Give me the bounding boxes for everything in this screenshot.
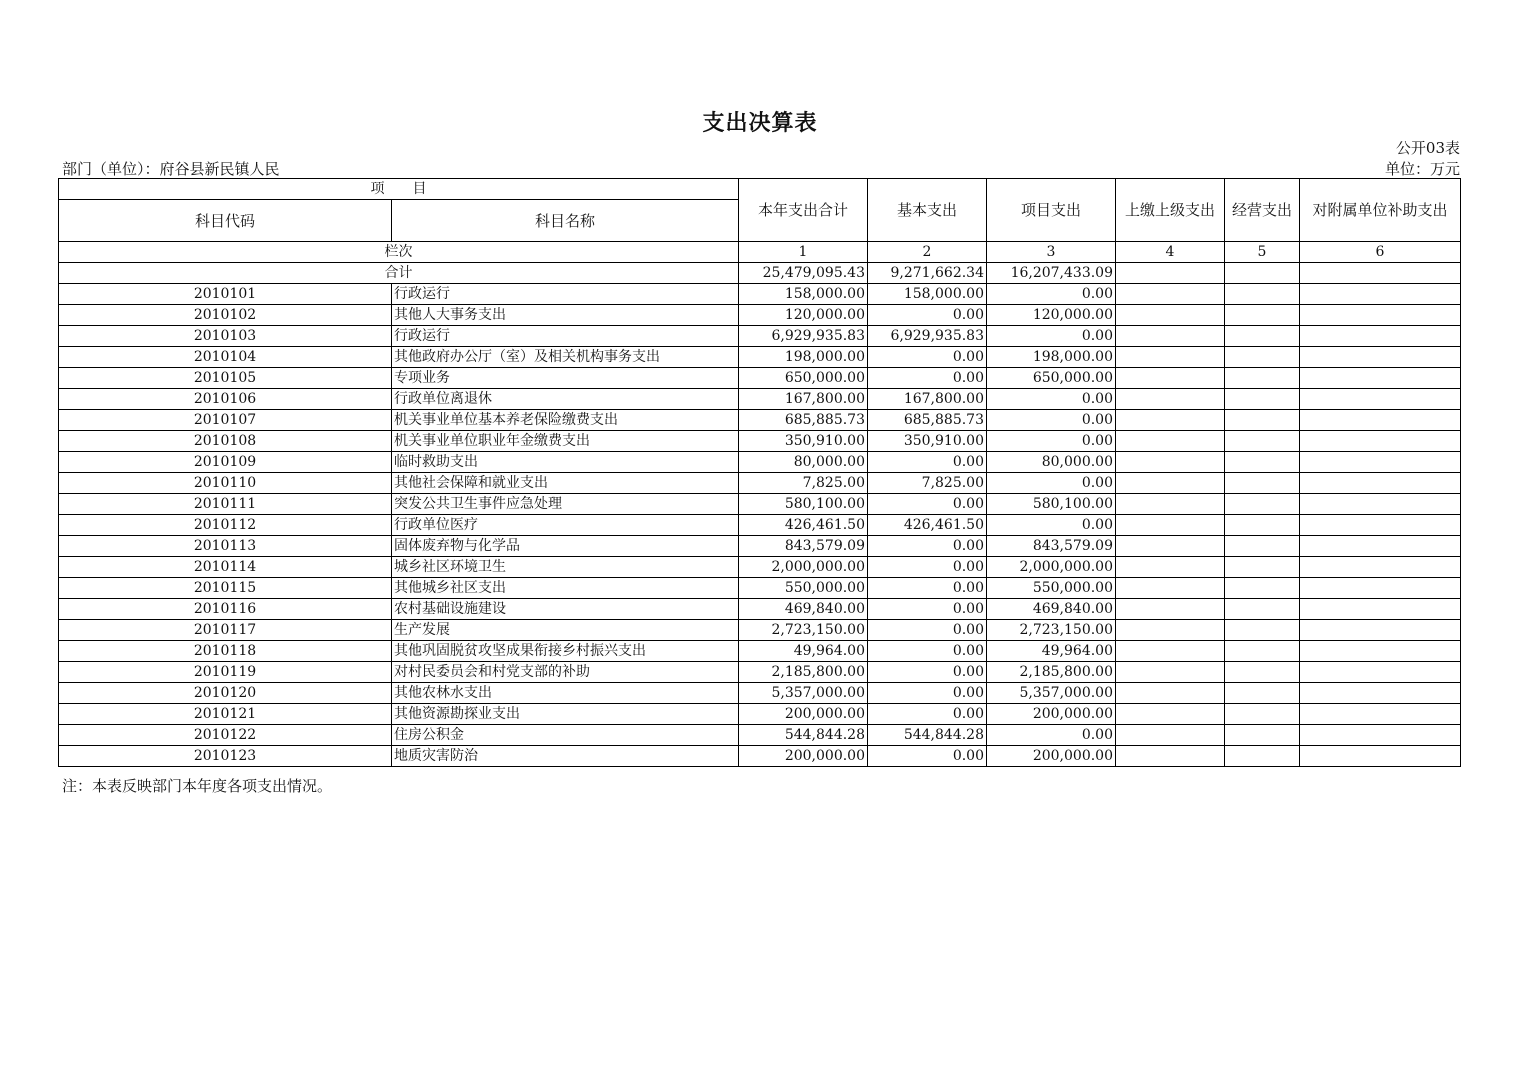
- row-upper: [1116, 599, 1225, 620]
- row-project: 120,000.00: [987, 305, 1116, 326]
- row-basic: 544,844.28: [868, 725, 987, 746]
- row-subsidy: [1300, 599, 1461, 620]
- table-row: [59, 410, 1461, 431]
- row-name: 其他资源勘探业支出: [392, 704, 739, 725]
- sum-row: [59, 263, 1461, 284]
- row-project: 198,000.00: [987, 347, 1116, 368]
- row-project: 0.00: [987, 326, 1116, 347]
- row-name: 突发公共卫生事件应急处理: [392, 494, 739, 515]
- row-basic: 7,825.00: [868, 473, 987, 494]
- row-subsidy: [1300, 557, 1461, 578]
- row-subsidy: [1300, 494, 1461, 515]
- row-project: 5,357,000.00: [987, 683, 1116, 704]
- header-row-1: [59, 179, 1461, 200]
- row-subsidy: [1300, 536, 1461, 557]
- row-total: 469,840.00: [739, 599, 868, 620]
- row-project: 200,000.00: [987, 746, 1116, 767]
- row-basic: 0.00: [868, 662, 987, 683]
- row-basic: 0.00: [868, 620, 987, 641]
- row-operation: [1225, 452, 1300, 473]
- header-project: 项 目: [59, 179, 739, 200]
- row-name: 机关事业单位职业年金缴费支出: [392, 431, 739, 452]
- row-upper: [1116, 641, 1225, 662]
- row-total: 200,000.00: [739, 746, 868, 767]
- row-code: 2010108: [59, 431, 392, 452]
- row-project: 2,000,000.00: [987, 557, 1116, 578]
- row-total: 120,000.00: [739, 305, 868, 326]
- row-subsidy: [1300, 305, 1461, 326]
- row-project: 0.00: [987, 389, 1116, 410]
- row-operation: [1225, 620, 1300, 641]
- column-index-row: [59, 242, 1461, 263]
- row-project: 80,000.00: [987, 452, 1116, 473]
- row-basic: 0.00: [868, 683, 987, 704]
- table-row: [59, 389, 1461, 410]
- row-name: 行政运行: [392, 326, 739, 347]
- report-title: 支出决算表: [702, 110, 818, 136]
- row-code: 2010110: [59, 473, 392, 494]
- row-basic: 0.00: [868, 641, 987, 662]
- row-operation: [1225, 284, 1300, 305]
- column-index-5: 5: [1225, 242, 1300, 263]
- row-upper: [1116, 284, 1225, 305]
- row-name: 住房公积金: [392, 725, 739, 746]
- row-subsidy: [1300, 725, 1461, 746]
- row-subsidy: [1300, 641, 1461, 662]
- row-project: 0.00: [987, 431, 1116, 452]
- row-code: 2010118: [59, 641, 392, 662]
- row-code: 2010107: [59, 410, 392, 431]
- row-basic: 158,000.00: [868, 284, 987, 305]
- row-project: 2,185,800.00: [987, 662, 1116, 683]
- row-name: 其他巩固脱贫攻坚成果衔接乡村振兴支出: [392, 641, 739, 662]
- column-index-6: 6: [1300, 242, 1461, 263]
- table-row: [59, 683, 1461, 704]
- row-project: 0.00: [987, 410, 1116, 431]
- row-name: 地质灾害防治: [392, 746, 739, 767]
- row-basic: 0.00: [868, 599, 987, 620]
- row-total: 158,000.00: [739, 284, 868, 305]
- department-label: 部门（单位）：府谷县新民镇人民: [62, 160, 280, 178]
- row-code: 2010106: [59, 389, 392, 410]
- row-name: 农村基础设施建设: [392, 599, 739, 620]
- sum-upper: [1116, 263, 1225, 284]
- row-total: 6,929,935.83: [739, 326, 868, 347]
- row-code: 2010113: [59, 536, 392, 557]
- row-total: 80,000.00: [739, 452, 868, 473]
- row-operation: [1225, 515, 1300, 536]
- row-upper: [1116, 557, 1225, 578]
- row-total: 544,844.28: [739, 725, 868, 746]
- row-name: 对村民委员会和村党支部的补助: [392, 662, 739, 683]
- row-operation: [1225, 599, 1300, 620]
- row-upper: [1116, 305, 1225, 326]
- row-total: 580,100.00: [739, 494, 868, 515]
- row-subsidy: [1300, 326, 1461, 347]
- row-upper: [1116, 368, 1225, 389]
- row-basic: 0.00: [868, 746, 987, 767]
- row-operation: [1225, 683, 1300, 704]
- row-project: 843,579.09: [987, 536, 1116, 557]
- table-row: [59, 431, 1461, 452]
- table-row: [59, 725, 1461, 746]
- row-total: 200,000.00: [739, 704, 868, 725]
- row-code: 2010111: [59, 494, 392, 515]
- row-upper: [1116, 452, 1225, 473]
- row-code: 2010121: [59, 704, 392, 725]
- row-upper: [1116, 704, 1225, 725]
- row-name: 行政单位离退休: [392, 389, 739, 410]
- table-row: [59, 557, 1461, 578]
- header-name: 科目名称: [392, 200, 739, 242]
- header-operation: 经营支出: [1225, 179, 1300, 242]
- row-total: 350,910.00: [739, 431, 868, 452]
- table-row: [59, 515, 1461, 536]
- row-subsidy: [1300, 284, 1461, 305]
- row-total: 167,800.00: [739, 389, 868, 410]
- table-row: [59, 599, 1461, 620]
- row-project: 0.00: [987, 284, 1116, 305]
- header-code: 科目代码: [59, 200, 392, 242]
- row-code: 2010105: [59, 368, 392, 389]
- row-basic: 685,885.73: [868, 410, 987, 431]
- row-operation: [1225, 725, 1300, 746]
- header-basic: 基本支出: [868, 179, 987, 242]
- row-subsidy: [1300, 347, 1461, 368]
- row-upper: [1116, 683, 1225, 704]
- row-code: 2010104: [59, 347, 392, 368]
- row-code: 2010116: [59, 599, 392, 620]
- row-code: 2010114: [59, 557, 392, 578]
- row-name: 机关事业单位基本养老保险缴费支出: [392, 410, 739, 431]
- row-operation: [1225, 305, 1300, 326]
- row-code: 2010109: [59, 452, 392, 473]
- row-project: 650,000.00: [987, 368, 1116, 389]
- row-name: 临时救助支出: [392, 452, 739, 473]
- row-subsidy: [1300, 704, 1461, 725]
- row-operation: [1225, 536, 1300, 557]
- row-operation: [1225, 704, 1300, 725]
- row-name: 行政单位医疗: [392, 515, 739, 536]
- table-row: [59, 641, 1461, 662]
- row-operation: [1225, 746, 1300, 767]
- row-upper: [1116, 389, 1225, 410]
- row-code: 2010120: [59, 683, 392, 704]
- column-index-1: 1: [739, 242, 868, 263]
- row-total: 2,185,800.00: [739, 662, 868, 683]
- header-upper: 上缴上级支出: [1116, 179, 1225, 242]
- row-subsidy: [1300, 389, 1461, 410]
- table-row: [59, 347, 1461, 368]
- table-row: [59, 368, 1461, 389]
- row-basic: 167,800.00: [868, 389, 987, 410]
- row-name: 行政运行: [392, 284, 739, 305]
- column-index-2: 2: [868, 242, 987, 263]
- row-operation: [1225, 389, 1300, 410]
- row-basic: 426,461.50: [868, 515, 987, 536]
- table-row: [59, 452, 1461, 473]
- table-row: [59, 326, 1461, 347]
- row-code: 2010122: [59, 725, 392, 746]
- row-subsidy: [1300, 515, 1461, 536]
- row-code: 2010115: [59, 578, 392, 599]
- column-index-3: 3: [987, 242, 1116, 263]
- table-row: [59, 305, 1461, 326]
- row-name: 其他农林水支出: [392, 683, 739, 704]
- expenditure-table: [58, 178, 1461, 767]
- table-row: [59, 620, 1461, 641]
- row-code: 2010119: [59, 662, 392, 683]
- row-basic: 0.00: [868, 494, 987, 515]
- row-upper: [1116, 746, 1225, 767]
- row-basic: 0.00: [868, 704, 987, 725]
- row-operation: [1225, 662, 1300, 683]
- row-total: 843,579.09: [739, 536, 868, 557]
- row-total: 49,964.00: [739, 641, 868, 662]
- header-total: 本年支出合计: [739, 179, 868, 242]
- row-code: 2010112: [59, 515, 392, 536]
- column-index-label: 栏次: [59, 242, 739, 263]
- row-name: 其他社会保障和就业支出: [392, 473, 739, 494]
- row-subsidy: [1300, 410, 1461, 431]
- row-upper: [1116, 725, 1225, 746]
- row-project: 580,100.00: [987, 494, 1116, 515]
- table-row: [59, 746, 1461, 767]
- row-project: 2,723,150.00: [987, 620, 1116, 641]
- row-name: 固体废弃物与化学品: [392, 536, 739, 557]
- row-operation: [1225, 494, 1300, 515]
- row-subsidy: [1300, 578, 1461, 599]
- row-upper: [1116, 431, 1225, 452]
- row-basic: 0.00: [868, 347, 987, 368]
- row-operation: [1225, 557, 1300, 578]
- row-total: 2,723,150.00: [739, 620, 868, 641]
- row-operation: [1225, 641, 1300, 662]
- row-total: 550,000.00: [739, 578, 868, 599]
- row-project: 0.00: [987, 725, 1116, 746]
- row-total: 7,825.00: [739, 473, 868, 494]
- column-index-4: 4: [1116, 242, 1225, 263]
- row-upper: [1116, 536, 1225, 557]
- row-project: 0.00: [987, 515, 1116, 536]
- row-upper: [1116, 326, 1225, 347]
- row-basic: 350,910.00: [868, 431, 987, 452]
- row-basic: 0.00: [868, 452, 987, 473]
- sum-subsidy: [1300, 263, 1461, 284]
- header-subsidy: 对附属单位补助支出: [1300, 179, 1461, 242]
- table-row: [59, 494, 1461, 515]
- row-basic: 0.00: [868, 305, 987, 326]
- row-name: 其他人大事务支出: [392, 305, 739, 326]
- row-operation: [1225, 473, 1300, 494]
- row-upper: [1116, 410, 1225, 431]
- table-row: [59, 662, 1461, 683]
- form-number: 公开03表: [1395, 139, 1460, 157]
- row-subsidy: [1300, 431, 1461, 452]
- footnote: 注：本表反映部门本年度各项支出情况。: [62, 777, 333, 795]
- row-subsidy: [1300, 620, 1461, 641]
- row-basic: 0.00: [868, 536, 987, 557]
- row-upper: [1116, 347, 1225, 368]
- row-code: 2010117: [59, 620, 392, 641]
- table-row: [59, 704, 1461, 725]
- row-total: 5,357,000.00: [739, 683, 868, 704]
- row-basic: 0.00: [868, 368, 987, 389]
- row-basic: 0.00: [868, 578, 987, 599]
- row-subsidy: [1300, 746, 1461, 767]
- row-upper: [1116, 620, 1225, 641]
- row-subsidy: [1300, 683, 1461, 704]
- row-code: 2010102: [59, 305, 392, 326]
- row-operation: [1225, 578, 1300, 599]
- row-subsidy: [1300, 662, 1461, 683]
- row-basic: 6,929,935.83: [868, 326, 987, 347]
- table-row: [59, 473, 1461, 494]
- sum-total: 25,479,095.43: [739, 263, 868, 284]
- row-project: 49,964.00: [987, 641, 1116, 662]
- header-project-expense: 项目支出: [987, 179, 1116, 242]
- row-name: 其他政府办公厅（室）及相关机构事务支出: [392, 347, 739, 368]
- row-name: 城乡社区环境卫生: [392, 557, 739, 578]
- row-upper: [1116, 515, 1225, 536]
- sum-project: 16,207,433.09: [987, 263, 1116, 284]
- row-operation: [1225, 410, 1300, 431]
- row-upper: [1116, 662, 1225, 683]
- row-total: 2,000,000.00: [739, 557, 868, 578]
- row-operation: [1225, 326, 1300, 347]
- row-upper: [1116, 494, 1225, 515]
- row-project: 469,840.00: [987, 599, 1116, 620]
- table-row: [59, 578, 1461, 599]
- sum-label: 合计: [59, 263, 739, 284]
- row-project: 200,000.00: [987, 704, 1116, 725]
- row-total: 650,000.00: [739, 368, 868, 389]
- row-subsidy: [1300, 368, 1461, 389]
- row-subsidy: [1300, 473, 1461, 494]
- row-operation: [1225, 368, 1300, 389]
- sum-operation: [1225, 263, 1300, 284]
- row-name: 其他城乡社区支出: [392, 578, 739, 599]
- row-total: 198,000.00: [739, 347, 868, 368]
- row-code: 2010123: [59, 746, 392, 767]
- row-name: 专项业务: [392, 368, 739, 389]
- row-upper: [1116, 473, 1225, 494]
- sum-basic: 9,271,662.34: [868, 263, 987, 284]
- unit-label: 单位：万元: [1384, 160, 1460, 178]
- table-row: [59, 536, 1461, 557]
- row-code: 2010103: [59, 326, 392, 347]
- row-operation: [1225, 431, 1300, 452]
- row-operation: [1225, 347, 1300, 368]
- row-code: 2010101: [59, 284, 392, 305]
- row-total: 426,461.50: [739, 515, 868, 536]
- row-project: 0.00: [987, 473, 1116, 494]
- row-name: 生产发展: [392, 620, 739, 641]
- row-basic: 0.00: [868, 557, 987, 578]
- row-project: 550,000.00: [987, 578, 1116, 599]
- row-subsidy: [1300, 452, 1461, 473]
- table-row: [59, 284, 1461, 305]
- row-total: 685,885.73: [739, 410, 868, 431]
- row-upper: [1116, 578, 1225, 599]
